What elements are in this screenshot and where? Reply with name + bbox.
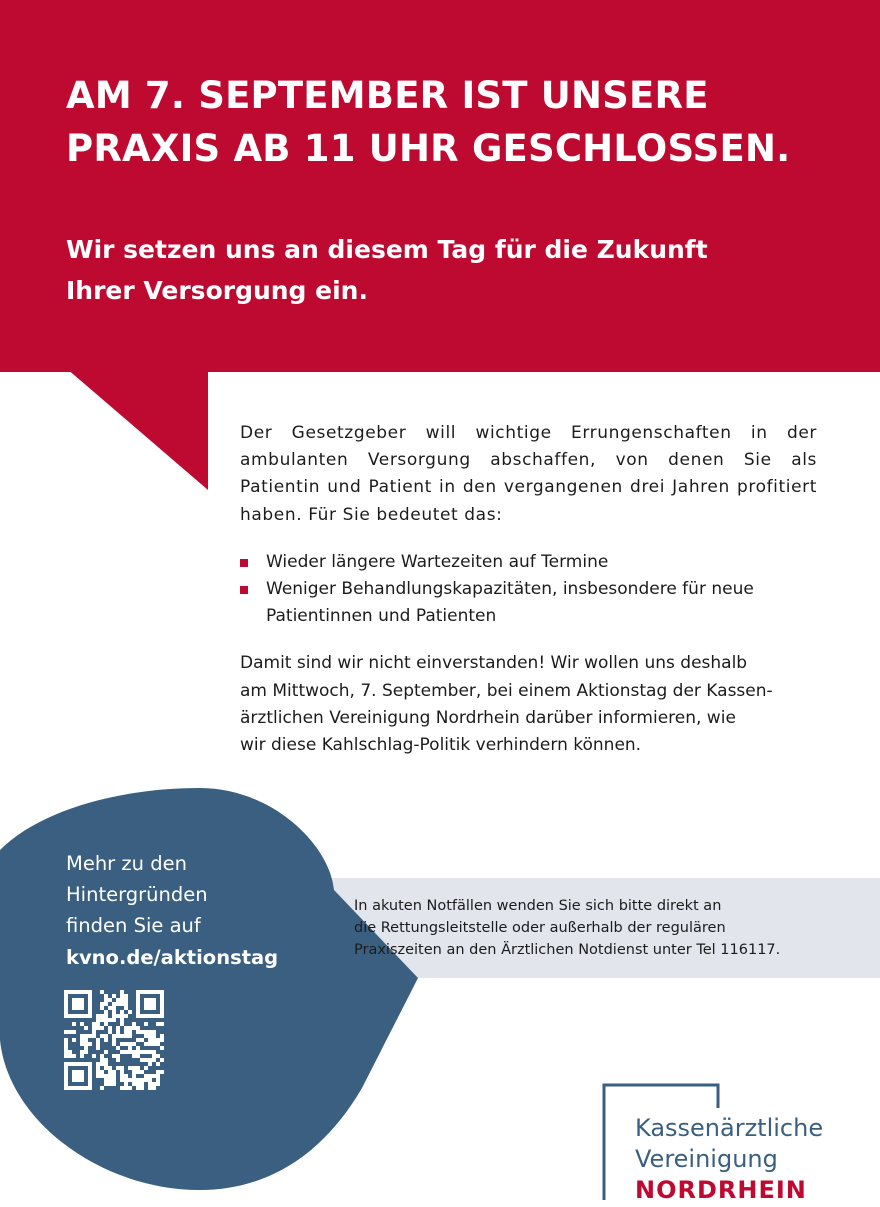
- logo-line-2: Vereinigung: [635, 1145, 778, 1174]
- emergency-line-3: Praxiszeiten an den Ärztlichen Notdienst unter Tel 116117.: [354, 941, 781, 958]
- logo-line-3: NORDRHEIN: [635, 1176, 807, 1205]
- intro-paragraph: Der Gesetzgeber will wichtige Errungenschaften in der ambulanten Versorgung abschaffen, von denen Sie als Patientin und Patient in den vergangenen drei Jahren profitiert haben. Für Sie bedeutet das:: [240, 423, 817, 525]
- headline-line-2: PRAXIS AB 11 UHR GESCHLOSSEN.: [66, 126, 791, 170]
- emergency-line-2: die Rettungsleitstelle oder außerhalb der regulären: [354, 919, 726, 936]
- list-item: Wieder längere Wartezeiten auf Termine: [240, 549, 817, 576]
- action-line-3: ärztlichen Vereinigung Nordrhein darüber informieren, wie: [240, 707, 736, 728]
- more-info-line-3: finden Sie auf: [66, 914, 201, 938]
- logo-line-1: Kassenärztliche: [635, 1114, 824, 1142]
- list-item: Weniger Behandlungskapazitäten, insbesondere für neue Patientinnen und Patienten: [240, 576, 817, 630]
- action-line-4: wir diese Kahlschlag-Politik verhindern können.: [240, 734, 642, 755]
- more-info-line-2: Hintergründen: [66, 883, 208, 907]
- website-link[interactable]: kvno.de/aktionstag: [66, 945, 279, 969]
- more-info-line-1: Mehr zu den: [66, 852, 187, 875]
- action-line-1: Damit sind wir nicht einverstanden! Wir wollen uns deshalb: [240, 653, 748, 674]
- headline-line-1: AM 7. SEPTEMBER IST UNSERE: [66, 74, 709, 117]
- subheadline-line-2: Ihrer Versorgung ein.: [66, 275, 368, 305]
- kvno-logo: [635, 1113, 823, 1207]
- emergency-line-1: In akuten Notfällen wenden Sie sich bitte direkt an: [354, 898, 722, 914]
- subheadline-line-1: Wir setzen uns an diesem Tag für die Zukunft: [66, 235, 708, 264]
- action-line-2: am Mittwoch, 7. September, bei einem Aktionstag der Kassen-: [240, 680, 773, 701]
